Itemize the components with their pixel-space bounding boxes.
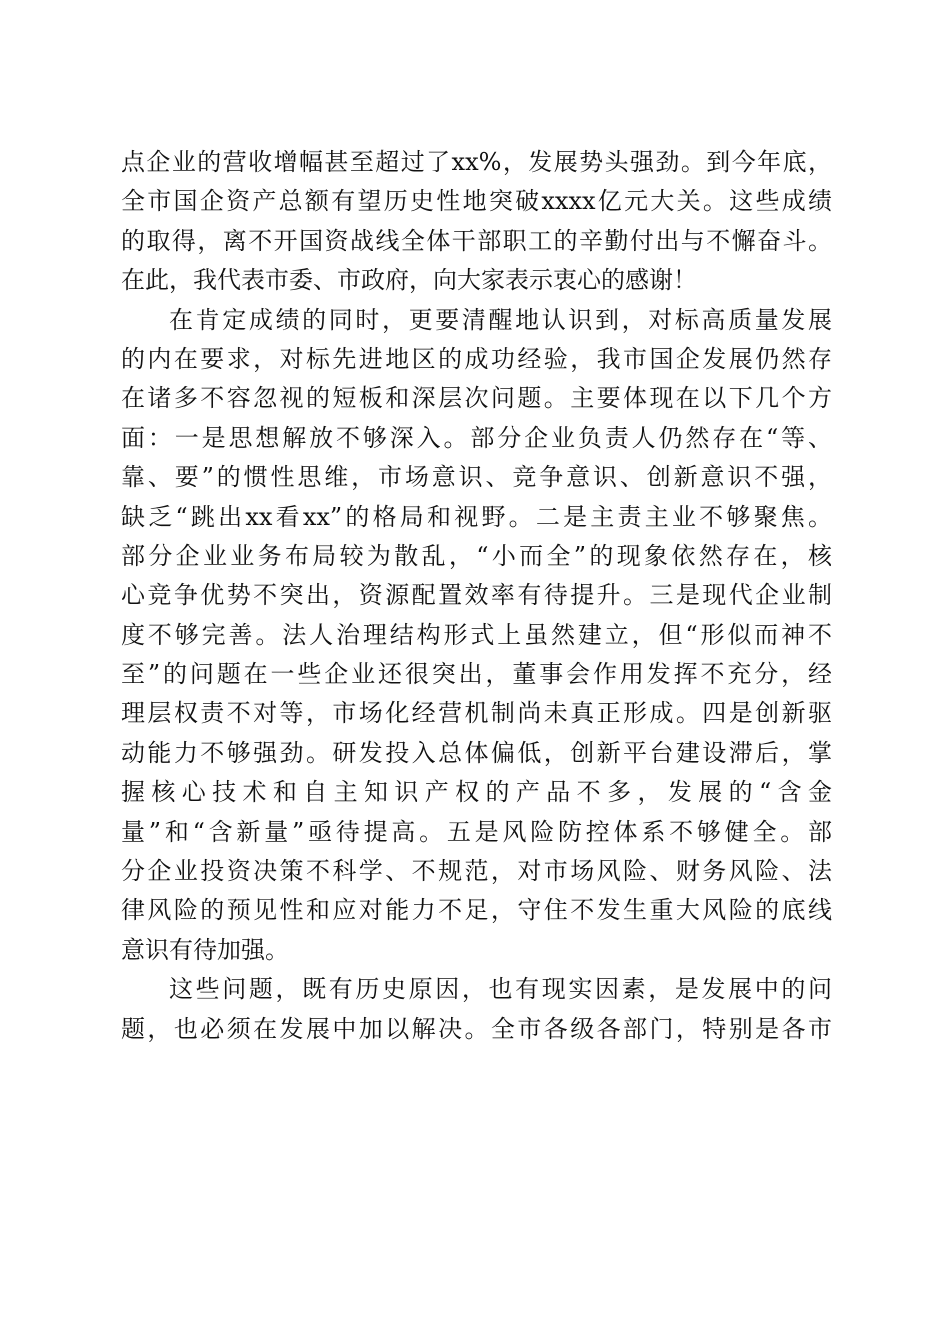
text-line: 点企业的营收增幅甚至超过了xx%，发展势头强劲。到今年底， <box>121 148 832 176</box>
text-line: 至”的问题在一些企业还很突出，董事会作用发挥不充分，经 <box>121 660 832 689</box>
text-line: 题，也必须在发展中加以解决。全市各级各部门，特别是各市 <box>121 1014 832 1043</box>
text-line: 靠、要”的惯性思维，市场意识、竞争意识、创新意识不强， <box>121 463 832 492</box>
text-line: 量”和“含新量”亟待提高。五是风险防控体系不够健全。部 <box>121 817 832 846</box>
text-line: 的取得，离不开国资战线全体干部职工的辛勤付出与不懈奋斗。 <box>121 226 832 255</box>
text-line: 在此，我代表市委、市政府，向大家表示衷心的感谢！ <box>121 266 697 295</box>
text-line: 握核心技术和自主知识产权的产品不多，发展的“含金 <box>121 778 832 807</box>
text-line: 面：一是思想解放不够深入。部分企业负责人仍然存在“等、 <box>121 423 832 452</box>
text-line: 部分企业业务布局较为散乱，“小而全”的现象依然存在，核 <box>121 541 832 570</box>
text-line: 在肯定成绩的同时，更要清醒地认识到，对标高质量发展 <box>169 305 832 334</box>
text-line: 全市国企资产总额有望历史性地突破xxxx亿元大关。这些成绩 <box>121 187 832 216</box>
text-line: 在诸多不容忽视的短板和深层次问题。主要体现在以下几个方 <box>121 384 832 413</box>
text-line: 意识有待加强。 <box>121 935 289 964</box>
text-line: 缺乏“跳出xx看xx”的格局和视野。二是主责主业不够聚焦。 <box>121 502 832 531</box>
text-line: 理层权责不对等，市场化经营机制尚未真正形成。四是创新驱 <box>121 699 832 728</box>
text-line: 这些问题，既有历史原因，也有现实因素，是发展中的问 <box>169 975 832 1004</box>
text-line: 律风险的预见性和应对能力不足，守住不发生重大风险的底线 <box>121 896 832 925</box>
text-line: 心竞争优势不突出，资源配置效率有待提升。三是现代企业制 <box>121 581 832 610</box>
text-line: 的内在要求，对标先进地区的成功经验，我市国企发展仍然存 <box>121 344 832 373</box>
text-line: 动能力不够强劲。研发投入总体偏低，创新平台建设滞后，掌 <box>121 738 832 767</box>
text-line: 分企业投资决策不科学、不规范，对市场风险、财务风险、法 <box>121 857 832 886</box>
text-line: 度不够完善。法人治理结构形式上虽然建立，但“形似而神不 <box>121 620 832 649</box>
body-text <box>121 143 832 1049</box>
